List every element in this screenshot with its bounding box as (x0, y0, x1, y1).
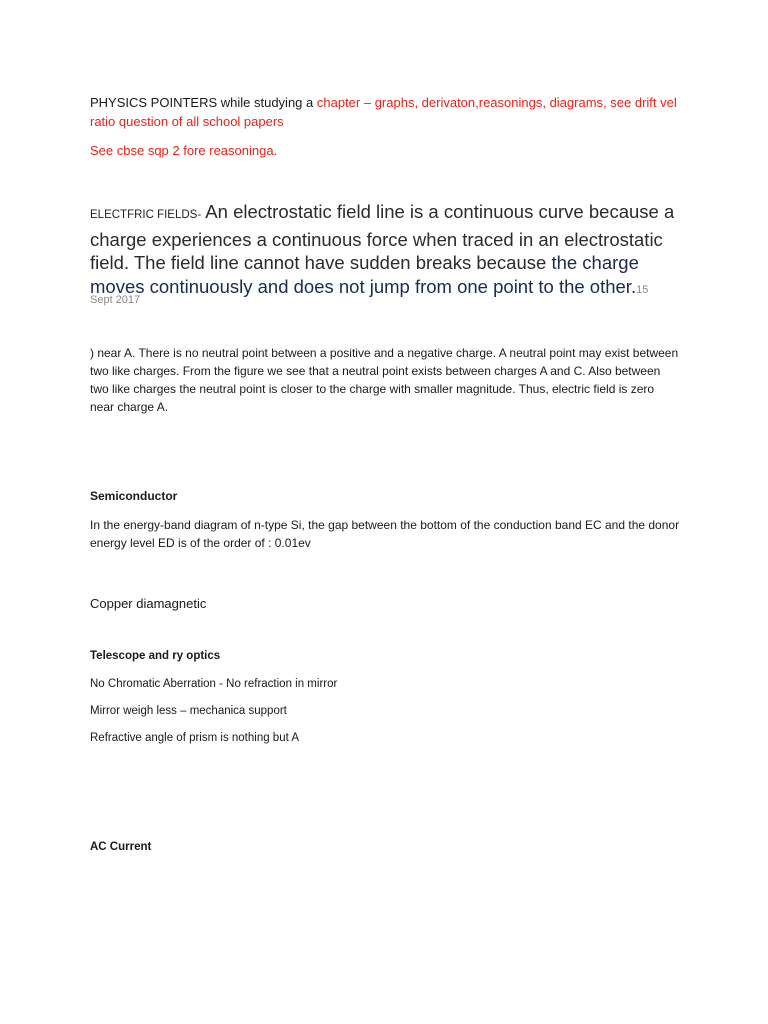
intro-title: PHYSICS POINTERS (90, 95, 218, 110)
electric-highlight: the charge moves continuously and does not jump from one point to the other. (90, 252, 639, 297)
telescope-item: No Chromatic Aberration - No refraction in mirror (90, 678, 338, 690)
cbse-note: See cbse sqp 2 fore reasoninga. (90, 143, 278, 158)
copper-note: Copper diamagnetic (90, 596, 207, 611)
semiconductor-text: In the energy-band diagram of n-type Si, the gap between the bottom of the conduction band EC and the donor energy level ED is of the order of : 0.01ev (90, 518, 680, 550)
telescope-heading: Telescope and ry optics (90, 650, 221, 662)
neutral-point-paragraph: ) near A. There is no neutral point between a positive and a negative charge. A neutral point may exist between two like charges. From the figure we see that a neutral point exists between charges A and C. Also between two like charges the neutral point is closer to the charge with smaller magnitude. Thus, electric field is zero near charge A. (90, 346, 679, 414)
date-day: 15 (636, 283, 649, 296)
telescope-item: Mirror weigh less – mechanica support (90, 705, 287, 717)
electric-text: An electrostatic field line is a continuous curve because a charge experiences a continuous force when traced in an electrostatic field. The field line cannot have sudden breaks because (90, 201, 675, 273)
intro-red-text: chapter – graphs, derivaton,reasonings, diagrams, see drift vel ratio question of all school papers (90, 95, 677, 129)
date-month-year: Sept 2017 (90, 294, 141, 306)
telescope-item: Refractive angle of prism is nothing but A (90, 732, 300, 744)
electric-field-paragraph (90, 200, 686, 302)
semiconductor-heading: Semiconductor (90, 489, 178, 503)
ac-current-heading: AC Current (90, 841, 152, 853)
intro-mid: while studying a (217, 95, 317, 110)
intro-paragraph (90, 93, 680, 131)
electric-label: ELECTFRIC FIELDS- (90, 209, 202, 221)
